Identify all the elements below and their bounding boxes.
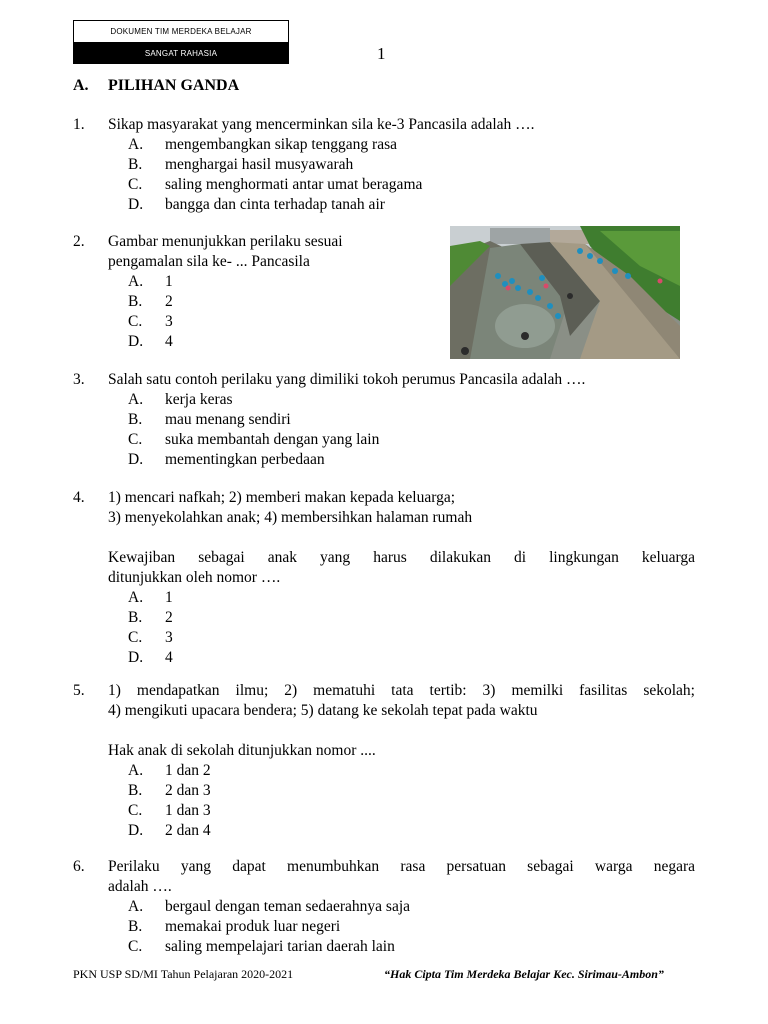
option-c bbox=[73, 801, 695, 821]
option-text: suka membantah dengan yang lain bbox=[165, 431, 380, 448]
option-letter: D. bbox=[128, 822, 144, 839]
option-letter: B. bbox=[128, 293, 143, 310]
option-letter: B. bbox=[128, 609, 143, 626]
question-number: 6. bbox=[73, 858, 85, 875]
option-text: mau menang sendiri bbox=[165, 411, 291, 428]
question-text: pengamalan sila ke- ... Pancasila bbox=[108, 253, 310, 270]
canal-cleanup-photo bbox=[450, 226, 680, 359]
option-letter: C. bbox=[128, 938, 143, 955]
page-number: 1 bbox=[377, 44, 386, 63]
option-letter: C. bbox=[128, 313, 143, 330]
option-letter: B. bbox=[128, 782, 143, 799]
option-text: 2 dan 3 bbox=[165, 782, 211, 799]
section-heading bbox=[73, 77, 239, 95]
section-title: PILIHAN GANDA bbox=[108, 77, 240, 94]
question-text: adalah …. bbox=[108, 878, 172, 895]
question-6 bbox=[73, 857, 695, 957]
option-text: 1 dan 2 bbox=[165, 762, 211, 779]
option-text: 2 dan 4 bbox=[165, 822, 211, 839]
question-text: ditunjukkan oleh nomor …. bbox=[108, 569, 281, 586]
option-text: 4 bbox=[165, 649, 173, 666]
question-1 bbox=[73, 115, 695, 215]
option-letter: D. bbox=[128, 196, 144, 213]
secret-label: SANGAT RAHASIA bbox=[74, 43, 288, 64]
option-letter: B. bbox=[128, 918, 143, 935]
question-number: 1. bbox=[73, 116, 85, 133]
option-a bbox=[73, 390, 695, 410]
option-text: 2 bbox=[165, 293, 173, 310]
option-text: menghargai hasil musyawarah bbox=[165, 156, 354, 173]
option-c bbox=[73, 175, 695, 195]
question-statement: 3) menyekolahkan anak; 4) membersihkan halaman rumah bbox=[108, 509, 473, 526]
question-4 bbox=[73, 488, 695, 668]
option-text: bergaul dengan teman sedaerahnya saja bbox=[165, 898, 411, 915]
option-c bbox=[73, 430, 695, 450]
question-number: 3. bbox=[73, 371, 85, 388]
option-a bbox=[73, 588, 695, 608]
option-text: bangga dan cinta terhadap tanah air bbox=[165, 196, 385, 213]
option-text: kerja keras bbox=[165, 391, 233, 408]
footer-right: “Hak Cipta Tim Merdeka Belajar Kec. Sirimau-Ambon” bbox=[384, 967, 664, 981]
option-d bbox=[73, 821, 695, 841]
option-b bbox=[73, 155, 695, 175]
option-d bbox=[73, 648, 695, 668]
option-letter: A. bbox=[128, 273, 144, 290]
option-letter: D. bbox=[128, 333, 144, 350]
question-text: Kewajiban sebagai anak yang harus dilakukan di lingkungan keluarga bbox=[108, 549, 695, 566]
option-text: 1 bbox=[165, 589, 173, 606]
option-letter: B. bbox=[128, 411, 143, 428]
question-statement: 1) mendapatkan ilmu; 2) mematuhi tata tertib: 3) memilki fasilitas sekolah; bbox=[108, 682, 695, 699]
option-letter: D. bbox=[128, 451, 144, 468]
question-statement: 1) mencari nafkah; 2) memberi makan kepada keluarga; bbox=[108, 489, 456, 506]
option-text: 1 dan 3 bbox=[165, 802, 211, 819]
document-header-box bbox=[73, 20, 289, 64]
question-5 bbox=[73, 681, 695, 841]
question-text: Sikap masyarakat yang mencerminkan sila ke-3 Pancasila adalah …. bbox=[108, 116, 535, 133]
option-text: mengembangkan sikap tenggang rasa bbox=[165, 136, 397, 153]
footer-left: PKN USP SD/MI Tahun Pelajaran 2020-2021 bbox=[73, 967, 294, 981]
option-text: 1 bbox=[165, 273, 173, 290]
question-3 bbox=[73, 370, 695, 470]
option-a bbox=[73, 135, 695, 155]
option-letter: A. bbox=[128, 589, 144, 606]
option-text: 3 bbox=[165, 313, 173, 330]
question-text: Salah satu contoh perilaku yang dimiliki tokoh perumus Pancasila adalah …. bbox=[108, 371, 586, 388]
option-d bbox=[73, 195, 695, 215]
option-letter: C. bbox=[128, 802, 143, 819]
document-label: DOKUMEN TIM MERDEKA BELAJAR bbox=[74, 21, 288, 43]
option-letter: C. bbox=[128, 431, 143, 448]
question-number: 5. bbox=[73, 682, 85, 699]
question-text: Perilaku yang dapat menumbuhkan rasa persatuan sebagai warga negara bbox=[108, 858, 695, 875]
option-letter: A. bbox=[128, 898, 144, 915]
question-text: Gambar menunjukkan perilaku sesuai bbox=[108, 233, 343, 250]
option-a bbox=[73, 761, 695, 781]
option-b bbox=[73, 410, 695, 430]
option-b bbox=[73, 781, 695, 801]
option-text: mementingkan perbedaan bbox=[165, 451, 325, 468]
question-text: Hak anak di sekolah ditunjukkan nomor .... bbox=[108, 742, 376, 759]
option-letter: A. bbox=[128, 391, 144, 408]
option-c bbox=[73, 628, 695, 648]
section-letter: A. bbox=[73, 77, 89, 94]
option-text: saling menghormati antar umat beragama bbox=[165, 176, 423, 193]
option-letter: B. bbox=[128, 156, 143, 173]
option-letter: C. bbox=[128, 176, 143, 193]
option-letter: D. bbox=[128, 649, 144, 666]
option-letter: A. bbox=[128, 136, 144, 153]
question-statement: 4) mengikuti upacara bendera; 5) datang ke sekolah tepat pada waktu bbox=[108, 702, 538, 719]
option-b bbox=[73, 608, 695, 628]
option-text: 2 bbox=[165, 609, 173, 626]
option-text: 4 bbox=[165, 333, 173, 350]
option-c bbox=[73, 937, 695, 957]
option-letter: A. bbox=[128, 762, 144, 779]
option-a bbox=[73, 897, 695, 917]
option-letter: C. bbox=[128, 629, 143, 646]
option-text: saling mempelajari tarian daerah lain bbox=[165, 938, 395, 955]
option-d bbox=[73, 450, 695, 470]
question-number: 4. bbox=[73, 489, 85, 506]
option-text: memakai produk luar negeri bbox=[165, 918, 341, 935]
question-number: 2. bbox=[73, 233, 85, 250]
option-b bbox=[73, 917, 695, 937]
option-text: 3 bbox=[165, 629, 173, 646]
